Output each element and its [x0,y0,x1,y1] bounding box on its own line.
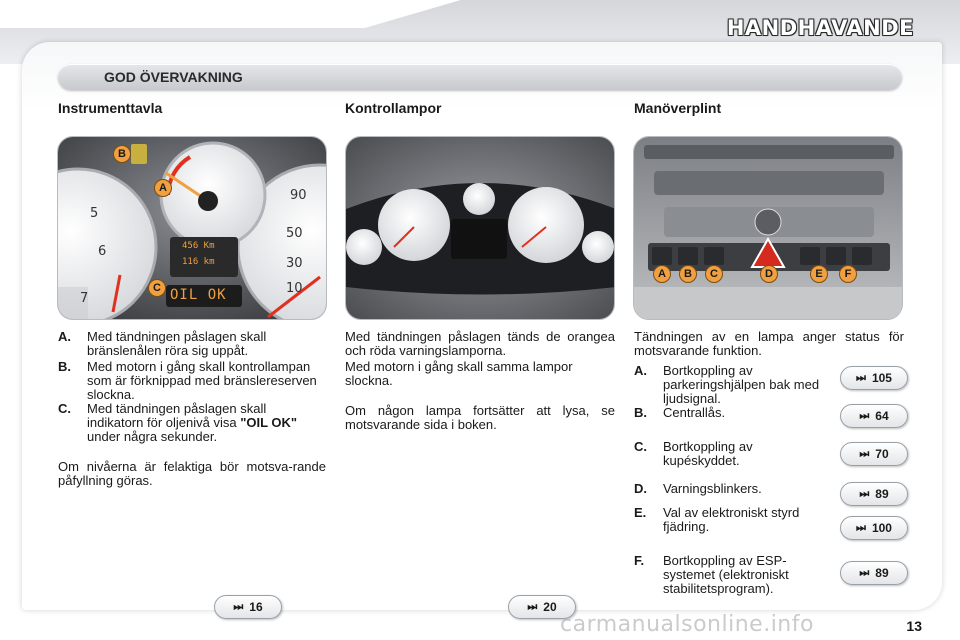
page-ref-89-label: 89 [875,487,889,501]
middle-paragraph-2: Med motorn i gång skall samma lampor slockna. [345,359,573,388]
left-item-b-letter: B. [58,359,71,374]
page-title: HANDHAVANDE [726,16,914,40]
left-footer-text: Om nivåerna är felaktiga bör motsva-rande påfyllning göras. [58,459,326,488]
svg-text:5: 5 [90,206,99,221]
heading-manoverplint: Manöverplint [634,100,722,116]
right-item-c-text: Bortkoppling av kupéskyddet. [663,439,753,468]
page-ref-89-button[interactable] [840,482,908,506]
page-ref-16-label: 16 [249,600,263,614]
skip-forward-icon: ⏭ [527,600,538,613]
right-item-a-letter: A. [634,363,647,378]
svg-text:6: 6 [98,244,107,259]
switch-badge-a: A [653,265,671,283]
skip-forward-icon: ⏭ [233,600,244,613]
switch-badge-f: F [839,265,857,283]
right-item-e-text: Val av elektroniskt styrd fjädring. [663,505,800,534]
page-ref-64-label: 64 [875,409,889,423]
left-item-c-text-pre: Med tändningen påslagen skall indikatorn för oljenivå visa [87,401,267,430]
page-ref-16-button[interactable] [214,595,282,619]
svg-text:10: 10 [286,281,303,296]
page-ref-20-label: 20 [543,600,557,614]
left-item-c-text [87,402,319,444]
left-item-c-text-post: under några sekunder. [87,429,218,444]
page-ref-100-label: 100 [871,521,892,535]
right-item-b-text: Centrallås. [663,405,726,420]
skip-forward-icon: ⏭ [859,566,870,579]
skip-forward-icon: ⏭ [856,371,866,384]
watermark: carmanualsonline.info [560,612,814,637]
fuel-pump-icon [131,144,147,164]
page-ref-64-button[interactable] [840,404,908,428]
left-item-c-text-bold: "OIL OK" [240,415,298,430]
right-item-a-text: Bortkoppling av parkeringshjälpen bak med ljudsignal. [663,363,820,406]
right-item-c-letter: C. [634,439,647,454]
right-item-d-text: Varningsblinkers. [663,481,762,496]
warning-lights-image [345,136,615,320]
switch-badge-b: B [679,265,697,283]
middle-paragraph-1: Med tändningen påslagen tänds de orangea och röda varningslamporna. [345,329,615,358]
heading-instrumenttavla: Instrumenttavla [58,100,163,116]
switch-badge-d: D [760,265,778,283]
left-item-c-letter: C. [58,401,71,416]
right-intro: Tändningen av en lampa anger status för motsvarande funktion. [634,329,904,358]
instrument-panel-image [57,136,327,320]
svg-text:7: 7 [80,291,89,306]
heading-kontrollampor: Kontrollampor [345,100,442,116]
oil-display: OIL OK [170,287,227,303]
right-item-b-letter: B. [634,405,647,420]
left-item-a-letter: A. [58,329,71,344]
left-item-a-text: Med tändningen påslagen skall bränslenålen röra sig uppåt. [87,329,267,358]
badge-a: A [154,179,172,197]
switch-panel-image [633,136,903,320]
odometer-total: 456 Km [182,241,215,251]
badge-b: B [113,145,131,163]
switch-badge-c: C [705,265,723,283]
page-ref-105-label: 105 [871,371,892,385]
skip-forward-icon: ⏭ [856,521,866,534]
middle-paragraph-3: Om någon lampa fortsätter att lysa, se motsvarande sida i boken. [345,403,615,432]
switch-badge-e: E [810,265,828,283]
odometer-trip: 116 km [182,257,215,267]
badge-c: C [148,279,166,297]
right-item-d-letter: D. [634,481,647,496]
skip-forward-icon: ⏭ [859,487,870,500]
svg-text:50: 50 [286,226,303,241]
skip-forward-icon: ⏭ [859,447,870,460]
right-item-f-text: Bortkoppling av ESP-systemet (elektroniskt stabilitetsprogram). [663,553,789,596]
left-item-b-text: Med motorn i gång skall kontrollampan som är förknippad med bränslereserven slockna. [87,359,317,402]
page-ref-70-label: 70 [875,447,889,461]
right-item-f-letter: F. [634,553,645,568]
right-item-e-letter: E. [634,505,647,520]
skip-forward-icon: ⏭ [859,409,870,422]
page-ref-105-button[interactable] [840,366,908,390]
section-banner [58,64,902,90]
page-number: 13 [906,618,922,634]
page-ref-100-button[interactable] [840,516,908,540]
page-ref-89b-label: 89 [875,566,889,580]
svg-text:30: 30 [286,256,303,271]
page-ref-70-button[interactable] [840,442,908,466]
page-ref-89b-button[interactable] [840,561,908,585]
section-title: GOD ÖVERVAKNING [104,69,243,85]
svg-text:90: 90 [290,188,307,203]
